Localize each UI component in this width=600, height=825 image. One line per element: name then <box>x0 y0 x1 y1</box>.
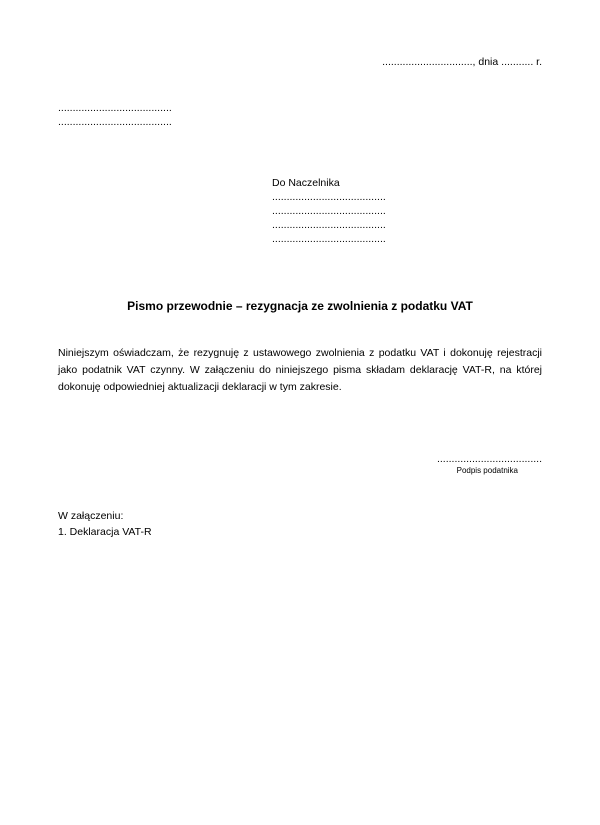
attachment-item: 1. Deklaracja VAT-R <box>58 526 152 538</box>
recipient-heading: Do Naczelnika <box>272 177 340 189</box>
recipient-line: ....................................... <box>272 205 386 217</box>
recipient-block <box>272 176 386 246</box>
sender-block <box>58 101 172 129</box>
letter-body: Niniejszym oświadczam, że rezygnuję z ustawowego zwolnienia z podatku VAT i dokonuję rejestracji jako podatnik VAT czynny. W załączeniu do niniejszego pisma składam deklarację VAT-R, na której dokonuję odpowiedniej aktualizacji deklaracji w tym zakresie. <box>58 347 542 393</box>
signature-line: .................................... <box>436 453 542 465</box>
sender-line: ....................................... <box>58 102 172 114</box>
signature-label: Podpis podatnika <box>456 466 518 475</box>
letter-title: Pismo przewodnie – rezygnacja ze zwolnienia z podatku VAT <box>127 299 473 313</box>
recipient-line: ....................................... <box>272 191 386 203</box>
recipient-line: ....................................... <box>272 219 386 231</box>
recipient-line: ....................................... <box>272 233 386 245</box>
date-place-line: ..............................., dnia ........... r. <box>382 56 542 68</box>
sender-line: ....................................... <box>58 116 172 128</box>
attachments-block <box>58 508 152 540</box>
attachments-heading: W załączeniu: <box>58 510 124 522</box>
